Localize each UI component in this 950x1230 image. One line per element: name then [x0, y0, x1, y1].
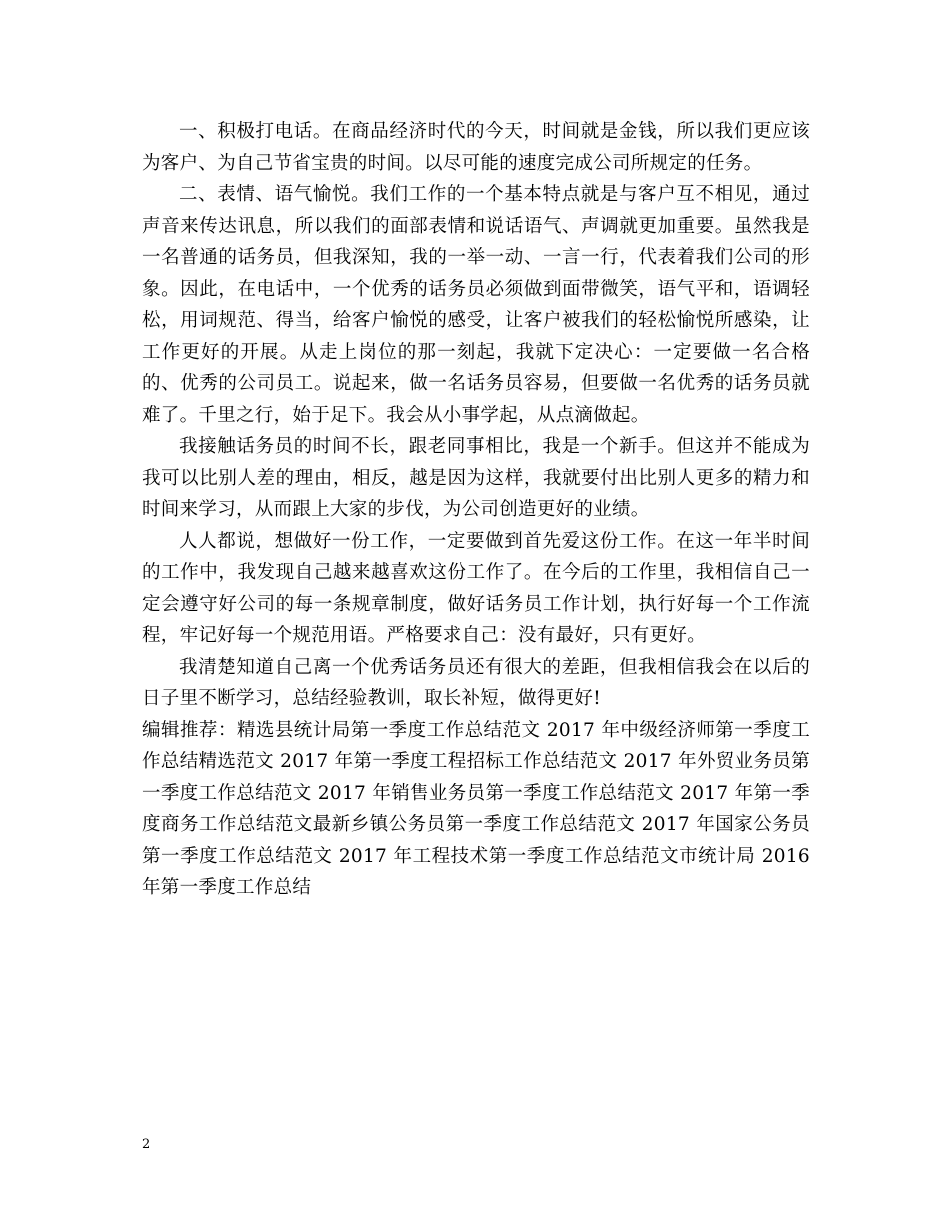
paragraph-pleasant-tone: 二、表情、语气愉悦。我们工作的一个基本特点就是与客户互不相见，通过声音来传达讯息，所以我们的面部表情和说话语气、声调就更加重要。虽然我是一名普通的话务员，但我深知，我的一举一动、一言一行，代表着我们公司的形象。因此，在电话中，一个优秀的话务员必须做到面带微笑，语气平和，语调轻松，用词规范、得当，给客户愉悦的感受，让客户被我们的轻松愉悦所感染，让工作更好的开展。从走上岗位的那一刻起，我就下定决心：一定要做一名合格的、优秀的公司员工。说起来，做一名话务员容易，但要做一名优秀的话务员就难了。千里之行，始于足下。我会从小事学起，从点滴做起。 — [142, 184, 810, 426]
editor-recommendations: 编辑推荐：精选县统计局第一季度工作总结范文 2017 年中级经济师第一季度工作总结精选范文 2017 年第一季度工程招标工作总结范文 2017 年外贸业务员第一季度工作总结范文 2017 年销售业务员第一季度工作总结范文 2017 年第一季度商务工作总结范文最新乡镇公务员第一季度工作总结范文 2017 年国家公务员第一季度工作总结范文 2017 年工程技术第一季度工作总结范文市统计局 2016 年第一季度工作总结 — [142, 719, 810, 898]
document-body — [142, 116, 810, 904]
paragraph-newcomer: 我接触话务员的时间不长，跟老同事相比，我是一个新手。但这并不能成为我可以比别人差的理由，相反，越是因为这样，我就要付出比别人更多的精力和时间来学习，从而跟上大家的步伐，为公司创造更好的业绩。 — [142, 436, 810, 520]
paragraph-closing: 我清楚知道自己离一个优秀话务员还有很大的差距，但我相信我会在以后的日子里不断学习，总结经验教训，取长补短，做得更好! — [142, 656, 810, 709]
page-number: 2 — [142, 1137, 151, 1152]
paragraph-love-the-job: 人人都说，想做好一份工作，一定要做到首先爱这份工作。在这一年半时间的工作中，我发现自己越来越喜欢这份工作了。在今后的工作里，我相信自己一定会遵守好公司的每一条规章制度，做好话务员工作计划，执行好每一个工作流程，牢记好每一个规范用语。严格要求自己：没有最好，只有更好。 — [142, 530, 810, 646]
paragraph-active-calling: 一、积极打电话。在商品经济时代的今天，时间就是金钱，所以我们更应该为客户、为自己节省宝贵的时间。以尽可能的速度完成公司所规定的任务。 — [142, 121, 810, 174]
